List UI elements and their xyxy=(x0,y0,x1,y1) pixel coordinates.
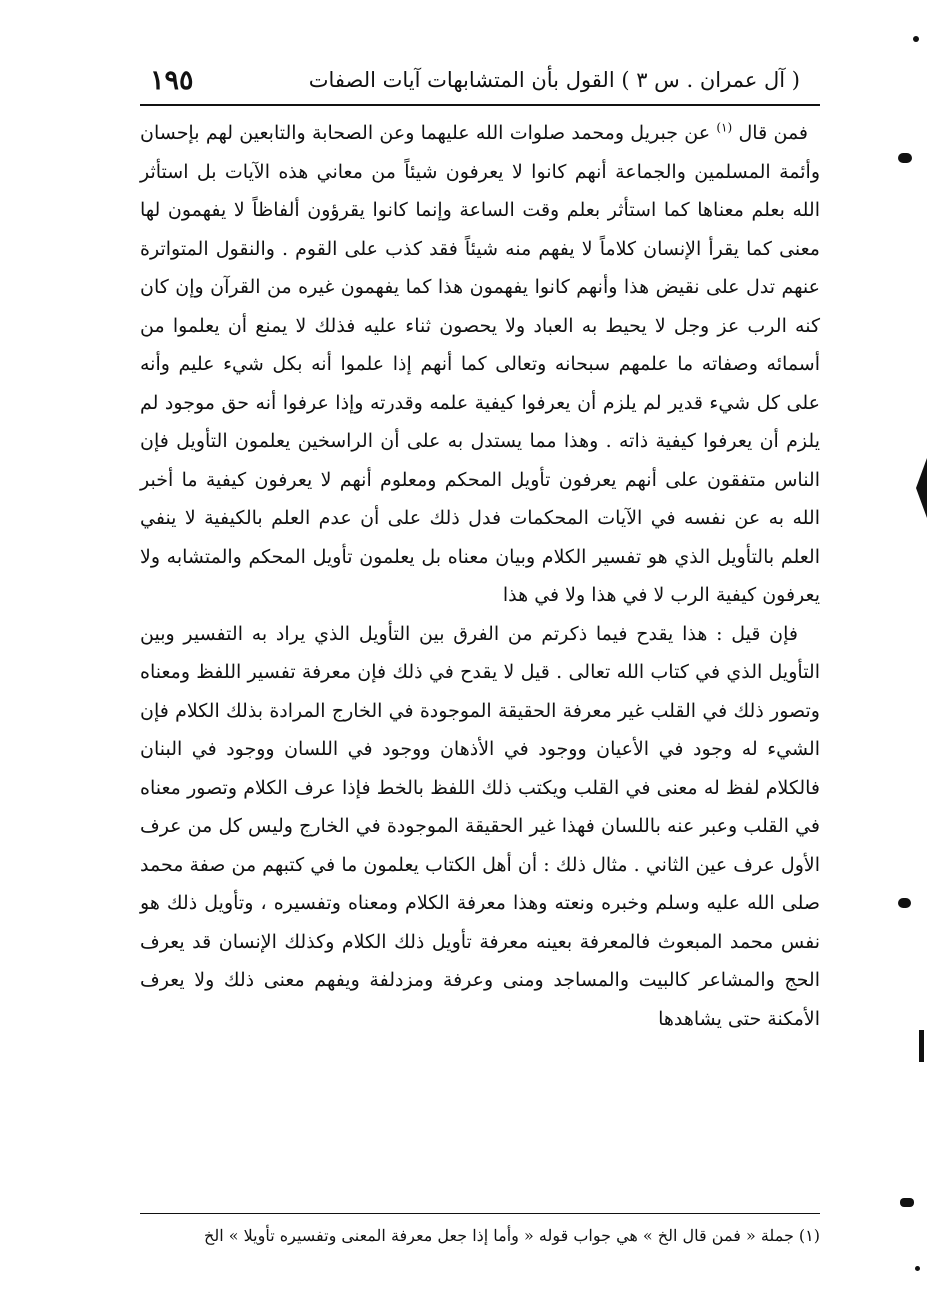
header-rule xyxy=(140,104,820,106)
header-title: ( آل عمران . س ٣ ) القول بأن المتشابهات آيات الصفات xyxy=(308,68,800,92)
page-number: ١٩٥ xyxy=(150,64,194,96)
paragraph-1-text: عن جبريل ومحمد صلوات الله عليهما وعن الصحابة والتابعين لهم بإحسان وأئمة المسلمين والجماعة أنهم كانوا لا يعرفون شيئاً من معاني هذه الآيات بل استأثر الله بعلم معناها كما استأثر بعلم وقت الساعة وإنما كانوا يقرؤون ألفاظاً لا يفهمون لها معنى كما يقرأ الإنسان كلاماً لا يفهم منه شيئاً فقد كذب على القوم . والنقول المتواترة عنهم تدل على نقيض هذا وأنهم كانوا يفهمون هذا كما يفهمون غيره من القرآن وإن كان كنه الرب عز وجل لا يحيط به العباد ولا يحصون ثناء عليه فذلك لا يمنع أن يعلموا من أسمائه وصفاته ما علمهم سبحانه وتعالى كما أنهم إذا علموا أنه بكل شيء عليم وأنه على كل شيء قدير لم يلزم أن يعرفوا كيفية علمه وقدرته وإذا عرفوا أنه حق موجود لم يلزم أن يعرفوا كيفية ذاته . وهذا مما يستدل به على أن الراسخين يعلمون التأويل فإن الناس متفقون على أنهم يعرفون تأويل المحكم ومعلوم أنهم لا يعرفون كيفية ما أخبر الله به عن نفسه في الآيات المحكمات فدل ذلك على أن عدم العلم بالكيفية لا ينفي العلم بالتأويل الذي هو تفسير الكلام وبيان معناه بل يعلمون تأويل المحكم والمتشابه ولا يعرفون كيفية الرب لا في هذا ولا في هذا xyxy=(140,122,820,606)
footnote: (١) جملة « فمن قال الخ » هي جواب قوله « وأما إذا جعل معرفة المعنى وتفسيره تأويلا » الخ xyxy=(203,1226,820,1245)
footnote-reference: (١) xyxy=(716,120,733,135)
body-text xyxy=(140,114,820,1038)
running-head xyxy=(150,60,800,100)
margin-speck xyxy=(898,898,911,908)
margin-speck xyxy=(913,36,919,42)
margin-speck xyxy=(900,1198,914,1207)
margin-speck xyxy=(916,458,927,518)
margin-speck xyxy=(898,153,912,163)
paragraph-1-lead: فمن قال xyxy=(738,122,809,144)
margin-speck xyxy=(915,1266,920,1271)
margin-speck xyxy=(919,1030,924,1062)
footnote-rule xyxy=(140,1213,820,1214)
paragraph-1 xyxy=(140,114,820,615)
paragraph-2: فإن قيل : هذا يقدح فيما ذكرتم من الفرق بين التأويل الذي يراد به التفسير وبين التأويل الذي في كتاب الله تعالى . قيل لا يقدح في ذلك فإن معرفة تفسير اللفظ ومعناه وتصور ذلك في القلب غير معرفة الحقيقة الموجودة في الخارج المرادة بذلك الكلام فإن الشيء له وجود في الأعيان ووجود في الأذهان ووجود في اللسان ووجود في البنان فالكلام لفظ له معنى في القلب ويكتب ذلك اللفظ بالخط فإذا عرف الكلام وتصور معناه في القلب وعبر عنه باللسان فهذا غير الحقيقة الموجودة في الخارج وليس كل من عرف الأول عرف عين الثاني . مثال ذلك : أن أهل الكتاب يعلمون ما في كتبهم من صفة محمد صلى الله عليه وسلم وخبره ونعته وهذا معرفة الكلام ومعناه وتفسيره ، وتأويل ذلك هو نفس محمد المبعوث فالمعرفة بعينه معرفة تأويل ذلك الكلام وكذلك الإنسان قد يعرف الحج والمشاعر كالبيت والمساجد ومنى وعرفة ومزدلفة ويفهم معنى ذلك ولا يعرف الأمكنة حتى يشاهدها xyxy=(140,622,820,1030)
